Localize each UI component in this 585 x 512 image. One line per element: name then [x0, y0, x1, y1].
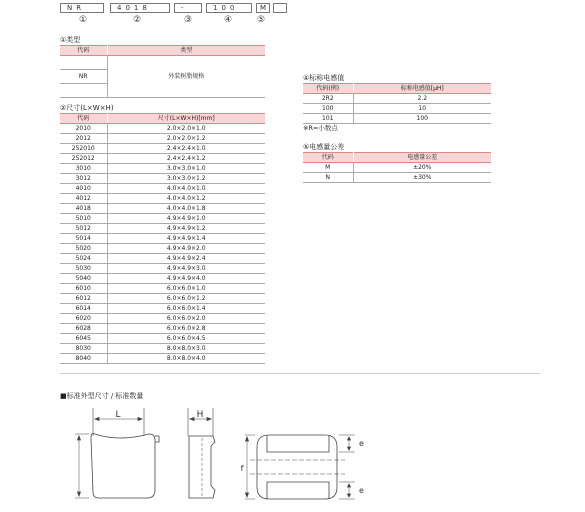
height-label: H [196, 410, 204, 420]
size-value-cell: 4.0×4.0×1.0 [107, 184, 265, 194]
inductance-row [303, 104, 491, 114]
size-row [60, 124, 265, 134]
inductance-table [303, 83, 491, 124]
inductance-code-cell: 2R2 [303, 94, 353, 104]
size-value-cell: 6.0×6.0×2.0 [107, 314, 265, 324]
part-number-box-size: 4018 [110, 3, 170, 13]
size-row [60, 354, 265, 364]
tolerance-code-cell: N [303, 173, 353, 183]
size-header-code: 代码 [60, 114, 107, 124]
inductance-code-cell: 101 [303, 114, 353, 124]
size-value-cell: 4.9×4.9×1.4 [107, 234, 265, 244]
size-code-cell: 6014 [60, 304, 107, 314]
outline-drawing [55, 402, 375, 510]
size-code-cell: 4012 [60, 194, 107, 204]
inductance-header-code: 代码(例) [303, 84, 353, 94]
size-code-cell: 3012 [60, 174, 107, 184]
edge-label-bottom: e [359, 486, 364, 495]
part-number-box-inductance: 100 [206, 3, 252, 13]
size-row [60, 154, 265, 164]
type-description: 外装树脂规格 [107, 56, 265, 98]
size-code-cell: 2010 [60, 124, 107, 134]
part-number-box-tolerance: M [256, 3, 270, 13]
type-table [60, 45, 265, 98]
size-section-title: ②尺寸(L×W×H) [60, 104, 114, 112]
type-header-type: 类型 [107, 46, 265, 56]
size-value-cell: 2.4×2.4×1.2 [107, 154, 265, 164]
marker-2: ② [133, 15, 142, 25]
type-code-spacer-bottom [60, 84, 107, 98]
inductance-code-cell: 100 [303, 104, 353, 114]
size-code-cell: 5014 [60, 234, 107, 244]
size-code-cell: 2012 [60, 134, 107, 144]
length-label: L [115, 410, 121, 420]
type-section-title: ①类型 [60, 36, 81, 44]
size-row [60, 244, 265, 254]
center-label: f [240, 464, 244, 473]
size-value-cell: 6.0×6.0×2.8 [107, 324, 265, 334]
size-value-cell: 4.9×4.9×4.0 [107, 274, 265, 284]
size-value-cell: 2.0×2.0×1.2 [107, 134, 265, 144]
size-row [60, 224, 265, 234]
part-number-box-blank [273, 3, 287, 13]
size-row [60, 254, 265, 264]
size-value-cell: 2.4×2.4×1.0 [107, 144, 265, 154]
size-header-dimensions: 尺寸(L×W×H)[mm] [107, 114, 265, 124]
size-code-cell: 5024 [60, 254, 107, 264]
marker-4: ④ [224, 15, 233, 25]
side-view-drawing [188, 408, 215, 498]
size-code-cell: 6028 [60, 324, 107, 334]
size-value-cell: 8.0×8.0×4.0 [107, 354, 265, 364]
size-row [60, 334, 265, 344]
type-header-code: 代码 [60, 46, 107, 56]
tolerance-row [303, 173, 491, 183]
top-view-drawing [75, 408, 159, 498]
size-row [60, 294, 265, 304]
tolerance-header-code: 代码 [303, 153, 353, 163]
bottom-view-drawing [241, 435, 364, 499]
size-code-cell: 252010 [60, 144, 107, 154]
size-code-cell: 5030 [60, 264, 107, 274]
size-row [60, 184, 265, 194]
marker-5: ⑤ [257, 15, 266, 25]
type-code: NR [60, 70, 107, 84]
size-code-cell: 8030 [60, 344, 107, 354]
inductance-header-value: 标称电感值[μH] [353, 84, 491, 94]
size-code-cell: 6012 [60, 294, 107, 304]
size-code-cell: 3010 [60, 164, 107, 174]
size-value-cell: 3.0×3.0×1.0 [107, 164, 265, 174]
size-code-cell: 8040 [60, 354, 107, 364]
size-value-cell: 4.9×4.9×1.2 [107, 224, 265, 234]
part-number-box-series: NR [60, 3, 104, 13]
size-code-cell: 6010 [60, 284, 107, 294]
size-code-cell: 252012 [60, 154, 107, 164]
inductance-row [303, 114, 491, 124]
inductance-row [303, 94, 491, 104]
type-code-spacer [60, 56, 107, 70]
size-row [60, 304, 265, 314]
size-value-cell: 4.0×4.0×1.8 [107, 204, 265, 214]
size-row [60, 314, 265, 324]
size-row [60, 164, 265, 174]
tolerance-row [303, 163, 491, 173]
tolerance-header-value: 电感量公差 [353, 153, 491, 163]
inductance-value-cell: 100 [353, 114, 491, 124]
marker-3: ③ [184, 15, 193, 25]
size-code-cell: 4010 [60, 184, 107, 194]
decimal-point-note: ※R=小数点 [303, 124, 338, 132]
size-row [60, 194, 265, 204]
inductance-section-title: ④标称电感值 [303, 74, 345, 82]
size-value-cell: 4.9×4.9×1.0 [107, 214, 265, 224]
size-row [60, 344, 265, 354]
tolerance-value-cell: ±20% [353, 163, 491, 173]
tolerance-section-title: ⑤电感量公差 [303, 143, 345, 151]
drawing-section-title: ■标准外型尺寸 / 标准数量 [60, 392, 144, 400]
size-code-cell: 5012 [60, 224, 107, 234]
size-row [60, 234, 265, 244]
size-value-cell: 6.0×6.0×1.2 [107, 294, 265, 304]
size-value-cell: 3.0×3.0×1.2 [107, 174, 265, 184]
size-value-cell: 6.0×6.0×4.5 [107, 334, 265, 344]
size-code-cell: 5040 [60, 274, 107, 284]
size-row [60, 264, 265, 274]
size-value-cell: 4.9×4.9×3.0 [107, 264, 265, 274]
size-value-cell: 8.0×8.0×3.0 [107, 344, 265, 354]
size-row [60, 144, 265, 154]
size-row [60, 324, 265, 334]
inductance-value-cell: 10 [353, 104, 491, 114]
size-table [60, 113, 265, 364]
size-code-cell: 6020 [60, 314, 107, 324]
size-code-cell: 5020 [60, 244, 107, 254]
tolerance-table [303, 152, 491, 183]
size-value-cell: 6.0×6.0×1.0 [107, 284, 265, 294]
size-row [60, 174, 265, 184]
size-value-cell: 4.9×4.9×2.4 [107, 254, 265, 264]
part-number-box-separator: - [174, 3, 202, 13]
size-row [60, 134, 265, 144]
size-code-cell: 4018 [60, 204, 107, 214]
size-row [60, 214, 265, 224]
edge-label-top: e [359, 439, 364, 448]
size-code-cell: 5010 [60, 214, 107, 224]
size-value-cell: 4.9×4.9×2.0 [107, 244, 265, 254]
size-row [60, 274, 265, 284]
size-value-cell: 6.0×6.0×1.4 [107, 304, 265, 314]
size-code-cell: 6045 [60, 334, 107, 344]
size-row [60, 204, 265, 214]
section-divider [60, 373, 540, 374]
tolerance-code-cell: M [303, 163, 353, 173]
size-row [60, 284, 265, 294]
size-value-cell: 4.0×4.0×1.2 [107, 194, 265, 204]
tolerance-value-cell: ±30% [353, 173, 491, 183]
size-value-cell: 2.0×2.0×1.0 [107, 124, 265, 134]
inductance-value-cell: 2.2 [353, 94, 491, 104]
marker-1: ① [79, 15, 88, 25]
